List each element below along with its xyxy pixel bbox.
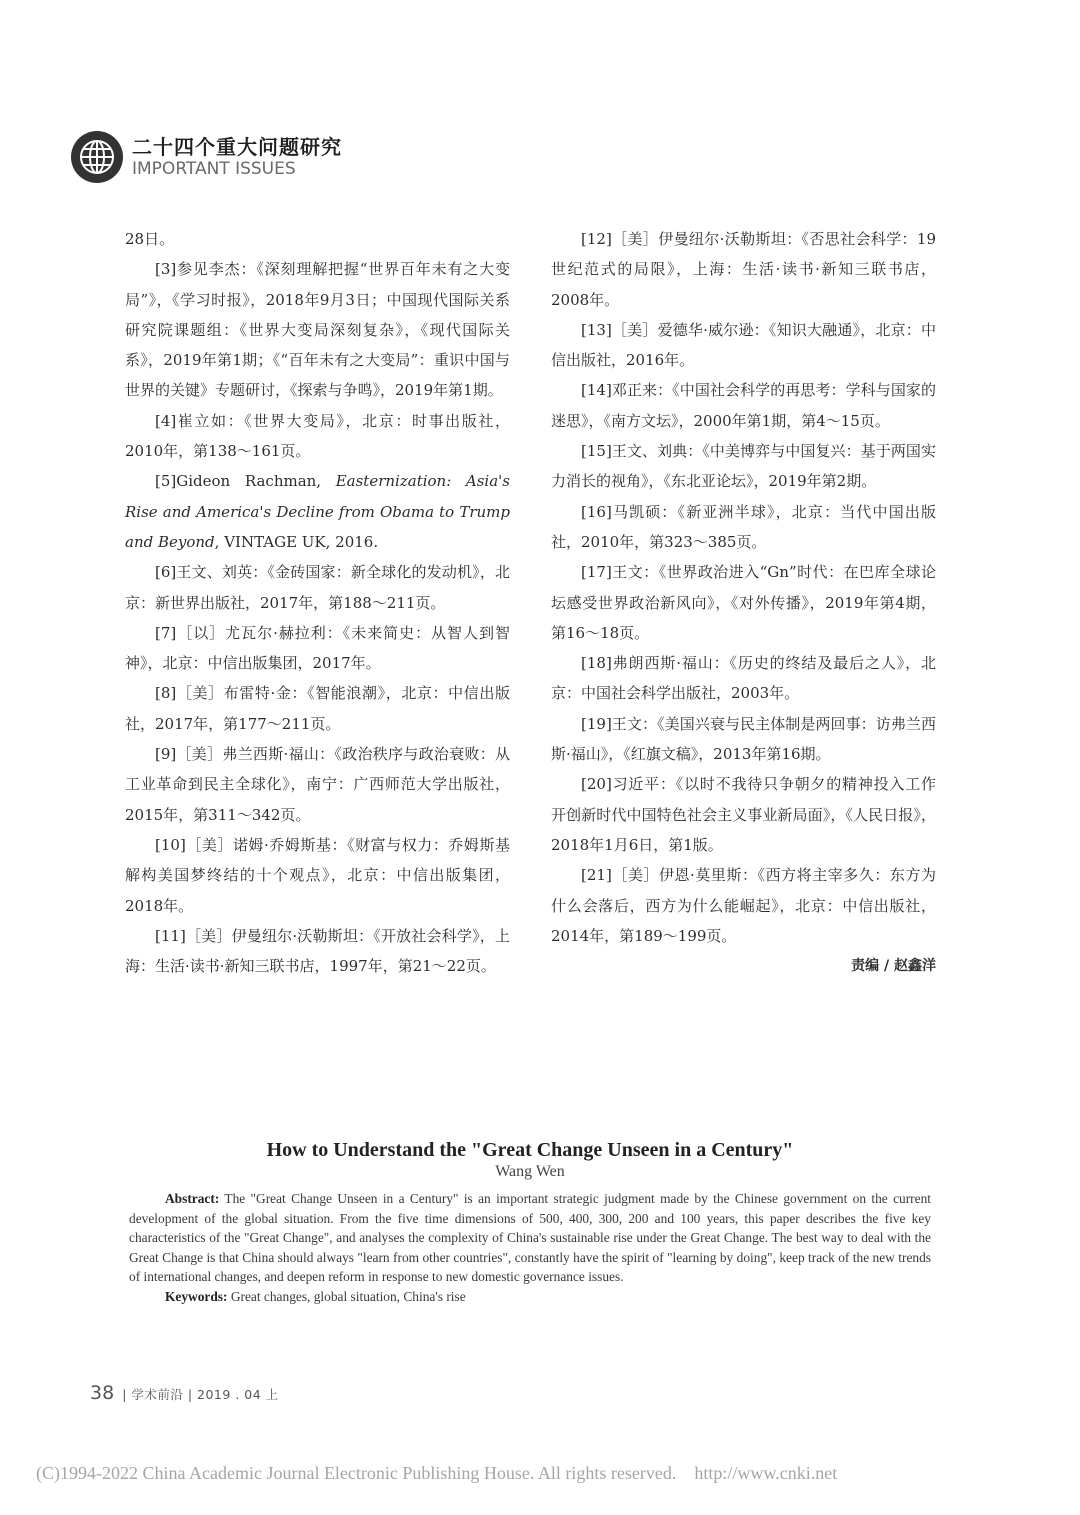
reference-item: [11]［美］伊曼纽尔·沃勒斯坦：《开放社会科学》，上海：生活·读书·新知三联书店，1997年，第21～22页。 xyxy=(125,926,510,976)
copyright-url[interactable]: http://www.cnki.net xyxy=(694,1463,838,1483)
reference-item: [15]王文、刘典：《中美博弈与中国复兴：基于两国实力消长的视角》，《东北亚论坛》，2019年第2期。 xyxy=(551,442,936,491)
keywords-label: Keywords: xyxy=(165,1288,228,1304)
keywords-paragraph xyxy=(129,1287,931,1307)
reference-item xyxy=(125,466,510,557)
reference-item: [17]王文：《世界政治进入“Gn”时代：在巴库全球论坛感受世界政治新风向》，《对外传播》，2019年第4期，第16～18页。 xyxy=(551,563,936,642)
reference-item: [13]［美］爱德华·威尔逊：《知识大融通》，北京：中信出版社，2016年。 xyxy=(551,320,936,370)
globe-icon xyxy=(70,130,124,184)
reference-item: [12]［美］伊曼纽尔·沃勒斯坦：《否思社会科学：19世纪范式的局限》，上海：生活·读书·新知三联书店，2008年。 xyxy=(551,230,936,309)
reference-item: [8]［美］布雷特·金：《智能浪潮》，北京：中信出版社，2017年，第177～211页。 xyxy=(125,684,510,733)
editor-credit: 责编 / 赵鑫洋 xyxy=(851,958,936,975)
copyright-text: (C)1994-2022 China Academic Journal Electronic Publishing House. All rights reserved. xyxy=(36,1463,677,1483)
reference-item: [7]［以］尤瓦尔·赫拉利：《未来简史：从智人到智神》，北京：中信出版集团，2017年。 xyxy=(125,623,510,673)
reference-tail: , VINTAGE UK, 2016. xyxy=(214,532,379,551)
reference-item: 28日。 xyxy=(125,230,175,248)
reference-item: [21]［美］伊恩·莫里斯：《西方将主宰多久：东方为什么会落后，西方为什么能崛起》，北京：中信出版社，2014年，第189～199页。 xyxy=(551,866,936,945)
reference-item: [16]马凯硕：《新亚洲半球》，北京：当代中国出版社，2010年，第323～385页。 xyxy=(551,502,936,551)
reference-item: [6]王文、刘英：《金砖国家：新全球化的发动机》，北京：新世界出版社，2017年，第188～211页。 xyxy=(125,563,510,612)
references-left-column xyxy=(125,224,510,981)
copyright-line xyxy=(36,1463,837,1484)
section-title: 二十四个重大问题研究 xyxy=(132,134,342,159)
reference-item: [20]习近平：《以时不我待只争朝夕的精神投入工作 开创新时代中国特色社会主义事业新局面》，《人民日报》，2018年1月6日，第1版。 xyxy=(551,775,936,854)
reference-item: [10]［美］诺姆·乔姆斯基：《财富与权力：乔姆斯基解构美国梦终结的十个观点》，北京：中信出版集团，2018年。 xyxy=(125,835,510,915)
reference-item: [18]弗朗西斯·福山：《历史的终结及最后之人》，北京：中国社会科学出版社，2003年。 xyxy=(551,654,936,703)
reference-item: [4]崔立如：《世界大变局》，北京：时事出版社，2010年，第138～161页。 xyxy=(125,411,510,461)
keywords-text: Great changes, global situation, China's rise xyxy=(227,1288,466,1304)
section-header xyxy=(70,128,342,186)
abstract-text: The "Great Change Unseen in a Century" is an important strategic judgment made by the Chinese government on the current development of the global situation. From the five time dimensions of 500, 400, 300, 200 and 100 years, this paper describes the five key characteristics of the "Great Change", and analyses the complexity of China's sustainable rise under the Great Change. The best way to deal with the Great Change is that China should always "learn from other countries", constantly have the spirit of "learning by doing", keep track of the new trends of international changes, and deepen reform in response to new domestic governance issues. xyxy=(129,1191,931,1284)
reference-prefix: [5]Gideon Rachman, xyxy=(155,472,336,491)
references-right-column xyxy=(551,224,936,981)
journal-info: | 学术前沿 | 2019 . 04 上 xyxy=(122,1387,279,1402)
abstract-label: Abstract: xyxy=(165,1191,220,1206)
reference-book-title: Easternization: Asia's Rise and America's Decline from Obama to Trump and Beyond xyxy=(125,472,510,551)
reference-item: [14]邓正来：《中国社会科学的再思考：学科与国家的迷思》，《南方文坛》，2000年第1期，第4～15页。 xyxy=(551,381,936,430)
reference-item: [3]参见李杰：《深刻理解把握“世界百年未有之大变局”》，《学习时报》，2018年9月3日；中国现代国际关系研究院课题组：《世界大变局深刻复杂》，《现代国际关系》，2019年第1期；《“百年未有之大变局”：重识中国与世界的关键》专题研讨，《探索与争鸣》，2019年第1期。 xyxy=(125,260,510,400)
section-subtitle: IMPORTANT ISSUES xyxy=(132,158,296,179)
page-footer xyxy=(90,1382,279,1404)
page-number: 38 xyxy=(90,1382,115,1404)
english-author: Wang Wen xyxy=(495,1163,565,1180)
abstract-paragraph xyxy=(129,1189,931,1287)
reference-item: [9]［美］弗兰西斯·福山：《政治秩序与政治衰败：从工业革命到民主全球化》，南宁：广西师范大学出版社，2015年，第311～342页。 xyxy=(125,745,510,824)
reference-item: [19]王文：《美国兴衰与民主体制是两回事：访弗兰西斯·福山》，《红旗文稿》，2013年第16期。 xyxy=(551,714,936,764)
english-title: How to Understand the "Great Change Unseen in a Century" xyxy=(266,1139,794,1161)
english-abstract-block xyxy=(129,1137,931,1306)
